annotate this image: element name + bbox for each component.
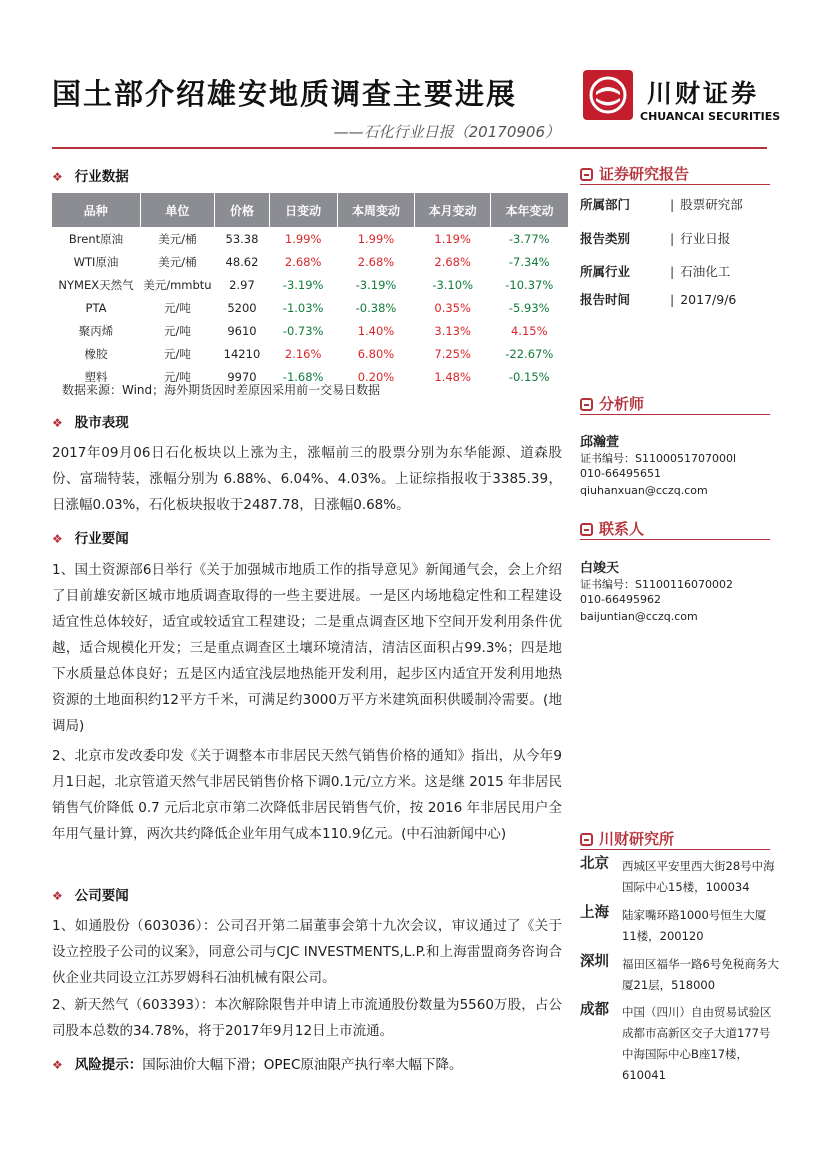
report-subtitle: ——石化行业日报（20170906） [333, 123, 560, 141]
analyst-cert: 证书编号：S1100051707000l [580, 452, 737, 465]
diamond-bullet-icon: ❖ [52, 416, 63, 430]
col-header: 品种 [52, 193, 140, 227]
office-address-shenzhen: 福田区福华一路6号免税商务大厦21层，518000 [622, 957, 779, 992]
table-cell-price: 53.38 [225, 231, 259, 246]
info-row-date: 报告时间 | 2017/9/6 [580, 292, 737, 307]
analyst-name: 邱瀚萱 [580, 435, 620, 450]
table-cell-month: 2.68% [434, 254, 471, 269]
table-cell-month: 3.13% [434, 323, 471, 338]
col-header: 价格 [215, 193, 269, 227]
table-cell-name: WTI原油 [73, 254, 119, 269]
col-header: 本周变动 [337, 193, 415, 227]
brand-name-cn: 川财证券 [647, 79, 760, 108]
col-header: 日变动 [269, 193, 337, 227]
table-cell-month: 1.48% [434, 369, 471, 384]
brand-logo-icon [583, 70, 633, 120]
company-news-1: 1、如通股份（603036）：公司召开第二届董事会第十九次会议，审议通过了《关于设立控股子公司的议案》，同意公司与CJC INVESTMENTS,L.P.和上海雷盟商务咨询合伙企业共同设立江苏罗姆科石油机械有限公司。 [52, 918, 562, 986]
company-news-2: 2、新天然气（603393）：本次解除限售并申请上市流通股份数量为5560万股，占公司股本总数的34.78%，将于2017年9月12日上市流通。 [52, 997, 562, 1039]
section-square-icon [580, 168, 593, 181]
table-cell-day: 2.68% [284, 254, 322, 269]
table-cell-price: 9610 [227, 323, 257, 338]
table-header-row [52, 193, 568, 227]
table-cell-week: 1.99% [357, 231, 395, 246]
analyst-heading: 分析师 [580, 393, 644, 414]
table-cell-price: 5200 [227, 300, 257, 315]
office-city-chengdu: 成都 [580, 1002, 609, 1018]
page-title: 国土部介绍雄安地质调查主要进展 [52, 77, 518, 111]
office-address-beijing: 西城区平安里西大街28号中海国际中心15楼，100034 [622, 859, 775, 894]
table-cell-name: Brent原油 [68, 231, 124, 246]
table-cell-month: 0.35% [434, 300, 471, 315]
risk-note [52, 1053, 463, 1073]
section-square-icon [580, 523, 593, 536]
table-cell-year: -5.93% [508, 300, 550, 315]
office-city-shenzhen: 深圳 [580, 954, 609, 970]
table-cell-year: -0.15% [508, 369, 550, 384]
table-cell-unit: 美元/桶 [158, 254, 197, 269]
section-industry-data: ❖ 行业数据 [52, 169, 129, 185]
table-cell-week: 6.80% [357, 346, 395, 361]
table-cell-name: 聚丙烯 [78, 323, 114, 338]
table-cell-day: 1.99% [284, 231, 322, 246]
table-cell-price: 2.97 [229, 277, 255, 292]
table-cell-unit: 美元/mmbtu [143, 277, 212, 292]
table-cell-name: 塑料 [84, 369, 108, 384]
table-cell-month: 1.19% [434, 231, 471, 246]
diamond-bullet-icon: ❖ [52, 1058, 63, 1072]
brand-name-en: CHUANCAI SECURITIES [640, 110, 781, 123]
industry-news-1: 1、国土资源部6日举行《关于加强城市地质工作的指导意见》新闻通气会，会上介绍了目前雄安新区城市地质调查取得的一些主要进展。一是区内场地稳定性和工程建设适宜性总体较好，适宜或较适宜工程建设；二是重点调查区地下空间开发利用条件优越，适合规模化开发；三是重点调查区土壤环境清洁，清洁区面积占99.3%；四是地下水质量总体良好；五是区内适宜浅层地热能开发利用，起步区内适宜开发利用地热资源的土地面积约12平方千米，可满足约3000万平方米建筑面积供暖制冷需要。(地调局) [52, 562, 562, 734]
table-row [52, 250, 568, 273]
contact-heading: 联系人 [580, 518, 644, 539]
contact-phone: 010-66495962 [580, 593, 661, 606]
diamond-bullet-icon: ❖ [52, 532, 63, 546]
table-cell-week: 1.40% [357, 323, 395, 338]
risk-text: 国际油价大幅下滑；OPEC原油限产执行率大幅下降。 [142, 1057, 463, 1073]
analyst-email[interactable]: qiuhanxuan@cczq.com [580, 484, 708, 497]
diamond-bullet-icon: ❖ [52, 170, 63, 184]
section-company-news: ❖ 公司要闻 [52, 888, 129, 904]
table-cell-week: 2.68% [357, 254, 395, 269]
table-cell-week: 0.20% [357, 369, 395, 384]
diamond-bullet-icon: ❖ [52, 889, 63, 903]
report-info-heading: 证券研究报告 [580, 163, 689, 184]
table-cell-name: NYMEX天然气 [58, 277, 134, 292]
table-row [52, 296, 568, 319]
table-cell-day: -3.19% [282, 277, 324, 292]
table-cell-year: 4.15% [510, 323, 548, 338]
table-cell-name: 橡胶 [84, 346, 108, 361]
sidebar-divider [580, 184, 770, 185]
table-row [52, 342, 568, 365]
table-cell-year: -10.37% [505, 277, 554, 292]
institute-heading: 川财研究所 [580, 828, 674, 849]
sidebar-divider [580, 414, 770, 415]
table-row [52, 227, 568, 250]
sidebar-divider [580, 539, 770, 540]
table-cell-week: -0.38% [355, 300, 397, 315]
table-cell-day: 2.16% [284, 346, 322, 361]
col-header: 本月变动 [415, 193, 491, 227]
section-square-icon [580, 833, 593, 846]
section-square-icon [580, 398, 593, 411]
contact-name: 白竣天 [580, 561, 620, 576]
info-row-department: 所属部门 | 股票研究部 [580, 197, 743, 212]
title-divider [52, 147, 767, 149]
table-cell-price: 48.62 [225, 254, 259, 269]
table-cell-name: PTA [85, 300, 107, 315]
contact-cert: 证书编号：S1100116070002 [580, 578, 733, 591]
table-cell-unit: 元/吨 [163, 323, 191, 338]
table-cell-unit: 元/吨 [163, 346, 191, 361]
office-address-chengdu: 中国（四川）自由贸易试验区成都市高新区交子大道177号中海国际中心B座17楼，610041 [622, 1005, 772, 1082]
table-cell-price: 9970 [227, 369, 257, 384]
risk-label: 风险提示： [74, 1057, 143, 1073]
table-cell-year: -7.34% [508, 254, 550, 269]
contact-email[interactable]: baijuntian@cczq.com [580, 610, 698, 623]
table-cell-unit: 美元/桶 [158, 231, 197, 246]
office-city-shanghai: 上海 [580, 905, 609, 921]
col-header: 本年变动 [491, 193, 568, 227]
info-row-category: 报告类别 | 行业日报 [580, 231, 731, 246]
industry-data-table [52, 193, 568, 388]
table-cell-month: 7.25% [434, 346, 471, 361]
data-source-note: 数据来源：Wind；海外期货因时差原因采用前一交易日数据 [62, 383, 381, 397]
market-paragraph: 2017年09月06日石化板块以上涨为主，涨幅前三的股票分别为东华能源、道森股份、富瑞特装，涨幅分别为 6.88%、6.04%、4.03%。上证综指报收于3385.39，日涨幅0.03%，石化板块报收于2487.78，日涨幅0.68%。 [52, 445, 562, 513]
analyst-phone: 010-66495651 [580, 467, 661, 480]
office-address-shanghai: 陆家嘴环路1000号恒生大厦11楼，200120 [622, 908, 767, 943]
table-cell-day: -1.68% [282, 369, 324, 384]
table-row [52, 319, 568, 342]
office-city-beijing: 北京 [580, 856, 609, 872]
table-cell-year: -22.67% [505, 346, 554, 361]
table-cell-year: -3.77% [508, 231, 550, 246]
sidebar-divider [580, 849, 770, 850]
table-cell-day: -0.73% [282, 323, 324, 338]
table-cell-unit: 元/吨 [163, 369, 191, 384]
section-industry-news: ❖ 行业要闻 [52, 531, 129, 547]
table-cell-month: -3.10% [432, 277, 473, 292]
industry-news-2: 2、北京市发改委印发《关于调整本市非居民天然气销售价格的通知》指出，从今年9月1日起，北京管道天然气非居民销售价格下调0.1元/立方米。这是继 2015 年非居民销售气价降低 0.7 元后北京市第二次降低非居民销售气价，按 2016 年非居民用户全年用气量计算，两次共约降低企业年用气成本110.9亿元。(中石油新闻中心) [52, 748, 562, 842]
table-cell-unit: 元/吨 [163, 300, 191, 315]
table-row [52, 273, 568, 296]
section-stock-market: ❖ 股市表现 [52, 415, 129, 431]
info-row-industry: 所属行业 | 石油化工 [580, 264, 731, 279]
table-cell-price: 14210 [223, 346, 261, 361]
col-header: 单位 [140, 193, 215, 227]
table-cell-week: -3.19% [355, 277, 397, 292]
table-cell-day: -1.03% [282, 300, 324, 315]
